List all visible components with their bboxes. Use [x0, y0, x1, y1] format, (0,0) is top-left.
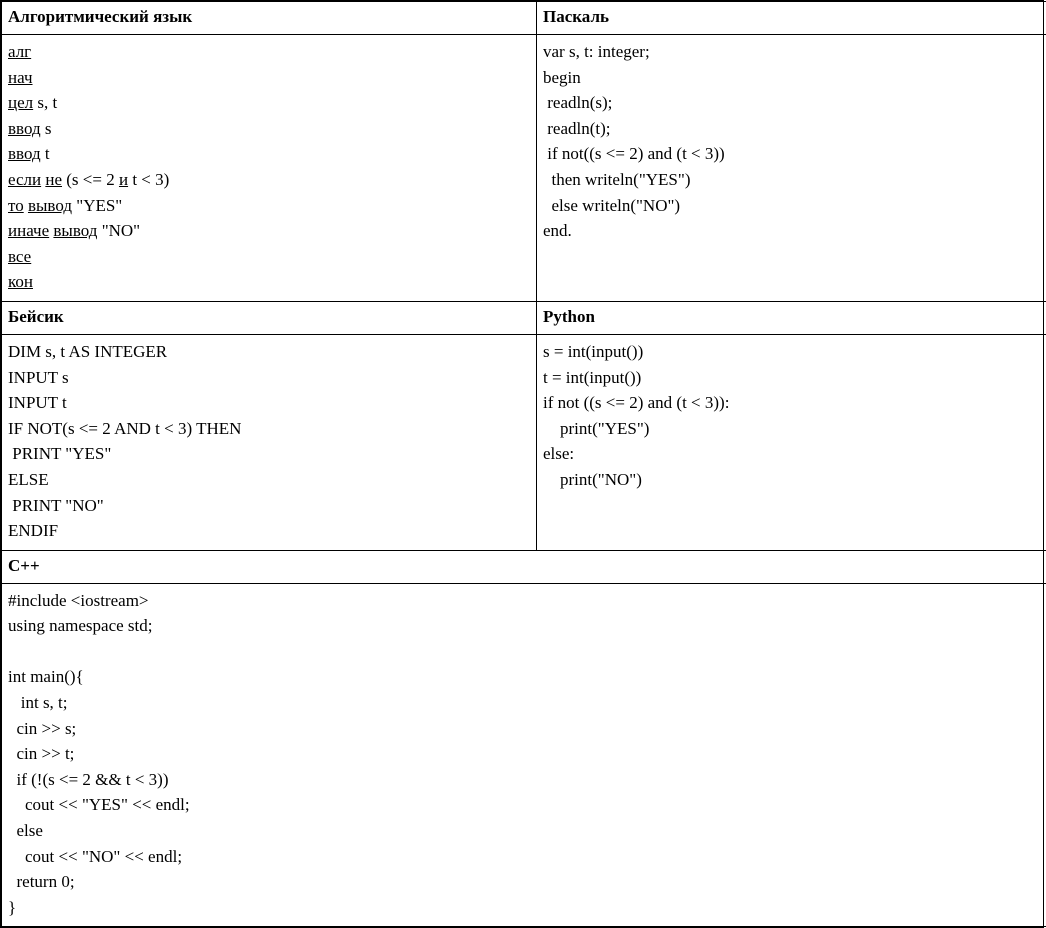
code-line: readln(s); — [543, 90, 1046, 116]
code-line: print("YES") — [543, 416, 1046, 442]
code-line: var s, t: integer; — [543, 39, 1046, 65]
code-keyword: если — [8, 170, 41, 189]
header-algorithmic-language: Алгоритмический язык — [2, 2, 537, 35]
code-line: ввод t — [8, 141, 530, 167]
code-line: s = int(input()) — [543, 339, 1046, 365]
code-block-basic — [8, 339, 530, 544]
code-keyword: ввод — [8, 144, 41, 163]
code-line: cin >> t; — [8, 741, 1046, 767]
code-keyword: все — [8, 247, 31, 266]
code-line — [8, 65, 530, 91]
code-line: then writeln("YES") — [543, 167, 1046, 193]
code-line: print("NO") — [543, 467, 1046, 493]
code-keyword: вывод — [28, 196, 72, 215]
code-line: else: — [543, 441, 1046, 467]
code-keyword: нач — [8, 68, 33, 87]
code-line: else — [8, 818, 1046, 844]
code-line: begin — [543, 65, 1046, 91]
languages-table — [1, 1, 1046, 927]
code-cell-basic — [2, 334, 537, 550]
code-line: цел s, t — [8, 90, 530, 116]
code-line — [8, 639, 1046, 665]
table-row-code-1 — [2, 35, 1046, 302]
code-line — [8, 269, 530, 295]
header-basic: Бейсик — [2, 301, 537, 334]
code-keyword: то — [8, 196, 24, 215]
code-line: } — [8, 895, 1046, 921]
code-line: using namespace std; — [8, 613, 1046, 639]
code-keyword: цел — [8, 93, 33, 112]
code-keyword: кон — [8, 272, 33, 291]
code-cell-algorithmic-language — [2, 35, 537, 302]
code-cell-pascal — [537, 35, 1046, 302]
code-line: иначе вывод "NO" — [8, 218, 530, 244]
table-row-code-2 — [2, 334, 1046, 550]
table-row-header-2 — [2, 301, 1046, 334]
code-line: PRINT "YES" — [8, 441, 530, 467]
table-row-header-3 — [2, 550, 1046, 583]
code-line: readln(t); — [543, 116, 1046, 142]
code-keyword: иначе — [8, 221, 49, 240]
code-line: DIM s, t AS INTEGER — [8, 339, 530, 365]
code-keyword: вывод — [53, 221, 97, 240]
code-line: if not ((s <= 2) and (t < 3)): — [543, 390, 1046, 416]
code-block-algorithmic — [8, 39, 530, 295]
code-line — [8, 244, 530, 270]
code-line: то вывод "YES" — [8, 193, 530, 219]
table-row-header-1 — [2, 2, 1046, 35]
code-line: t = int(input()) — [543, 365, 1046, 391]
code-line: cin >> s; — [8, 716, 1046, 742]
code-line: int s, t; — [8, 690, 1046, 716]
code-keyword: алг — [8, 42, 31, 61]
code-keyword: не — [45, 170, 62, 189]
code-line: end. — [543, 218, 1046, 244]
code-block-python — [543, 339, 1046, 493]
code-cell-cpp — [2, 583, 1046, 927]
code-line: ELSE — [8, 467, 530, 493]
table-row-code-3 — [2, 583, 1046, 927]
code-line: if (!(s <= 2 && t < 3)) — [8, 767, 1046, 793]
header-pascal: Паскаль — [537, 2, 1046, 35]
code-line: INPUT s — [8, 365, 530, 391]
code-line: ENDIF — [8, 518, 530, 544]
code-block-cpp — [8, 588, 1046, 921]
code-line: else writeln("NO") — [543, 193, 1046, 219]
code-keyword: ввод — [8, 119, 41, 138]
code-line: PRINT "NO" — [8, 493, 530, 519]
code-line: int main(){ — [8, 664, 1046, 690]
code-cell-python — [537, 334, 1046, 550]
header-python: Python — [537, 301, 1046, 334]
code-line: #include <iostream> — [8, 588, 1046, 614]
header-cpp: C++ — [2, 550, 1046, 583]
code-block-pascal — [543, 39, 1046, 244]
code-line: если не (s <= 2 и t < 3) — [8, 167, 530, 193]
code-line — [8, 39, 530, 65]
code-line: return 0; — [8, 869, 1046, 895]
code-line: INPUT t — [8, 390, 530, 416]
code-line: if not((s <= 2) and (t < 3)) — [543, 141, 1046, 167]
code-line: cout << "YES" << endl; — [8, 792, 1046, 818]
code-line: IF NOT(s <= 2 AND t < 3) THEN — [8, 416, 530, 442]
code-line: ввод s — [8, 116, 530, 142]
code-keyword: и — [119, 170, 128, 189]
code-line: cout << "NO" << endl; — [8, 844, 1046, 870]
